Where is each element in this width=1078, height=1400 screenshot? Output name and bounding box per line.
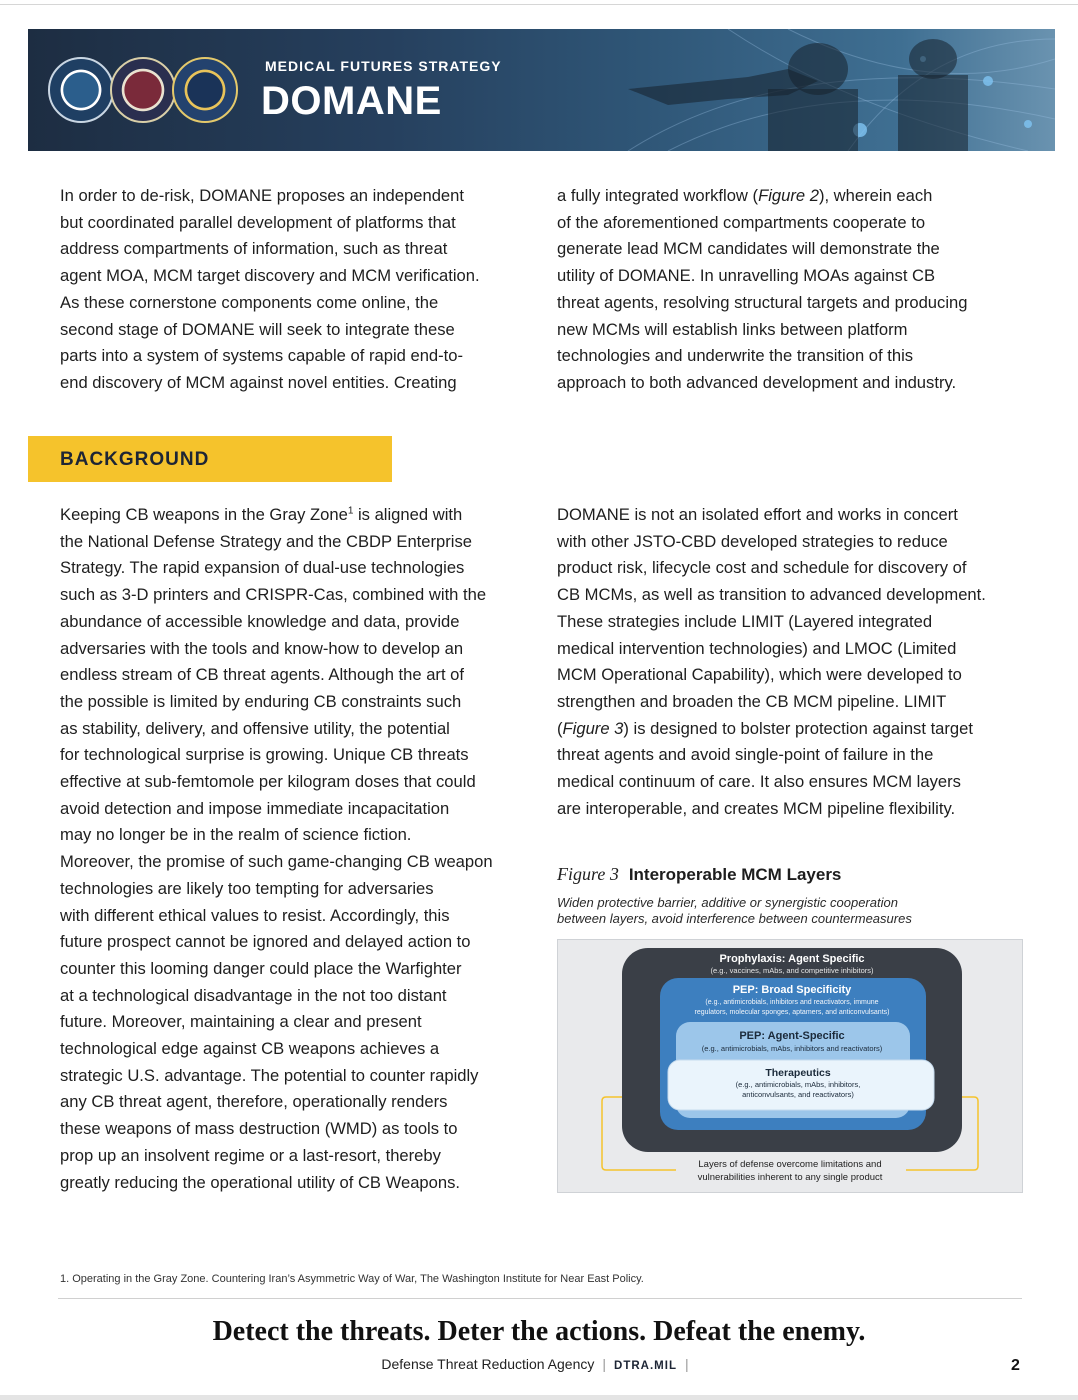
figure-heading [557,864,841,885]
layer-prophylaxis-detail: (e.g., vaccines, mAbs, and competitive inhibitors) [710,966,874,975]
text-line: These strategies include LIMIT (Layered integrated [557,611,933,631]
text-fragment: a fully integrated workflow ( [557,186,759,205]
background-right-column [557,502,1025,822]
text-fragment: ) is designed to bolster protection against target [623,718,974,738]
section-heading-bar [28,436,392,482]
text-fragment: ), wherein each [818,186,933,205]
text-line: are interoperable, and creates MCM pipeline flexibility. [557,798,956,818]
text-line: new MCMs will establish links between platform [557,319,908,339]
footnote: 1. Operating in the Gray Zone. Countering Iran’s Asymmetric Way of War, The Washington Institute for Near East Policy. [60,1273,644,1285]
text-line: address compartments of information, such as threat [60,239,448,259]
text-line: with different ethical values to resist. Accordingly, this [60,905,450,925]
layer-therapeutics-detail: (e.g., antimicrobials, mAbs, inhibitors, [735,1080,861,1089]
divider: | [602,1356,607,1372]
text-line: second stage of DOMANE will seek to integrate these [60,319,455,339]
figure-number: Figure 3 [557,864,619,884]
text-line: but coordinated parallel development of platforms that [60,212,456,232]
text-line: medical intervention technologies) and LMOC (Limited [557,638,957,658]
figure-reference: Figure 2 [758,186,819,205]
layer-prophylaxis-title: Prophylaxis: Agent Specific [719,953,865,965]
bracket-label: Layers of defense overcome limitations and [698,1159,882,1170]
figure-caption [557,895,1027,927]
text-line [557,716,1025,743]
text-line: such as 3-D printers and CRISPR-Cas, combined with the [60,585,487,605]
footnote-marker: 1 [347,505,354,517]
text-line: end discovery of MCM against novel entities. Creating [60,372,457,392]
intro-right-column [557,183,1025,397]
caption-line: between layers, avoid interference between countermeasures [557,911,912,926]
layer-pep-broad-title: PEP: Broad Specificity [732,984,852,996]
text-line: approach to both advanced development and industry. [557,372,957,392]
layer-pep-broad-detail: (e.g., antimicrobials, inhibitors and reactivators, immune [705,999,879,1006]
text-line: the National Defense Strategy and the CBDP Enterprise [60,531,473,551]
seal-icon [110,57,176,123]
text-line: CB MCMs, as well as transition to advanced development. [557,585,986,605]
text-line: strategic U.S. advantage. The potential to counter rapidly [60,1065,479,1085]
seal-icon [48,57,114,123]
text-line: adversaries with the tools and know-how to develop an [60,638,464,658]
caption-line: Widen protective barrier, additive or synergistic cooperation [557,895,898,910]
background-left-column [60,502,520,1196]
text-line: MCM Operational Capability), which were developed to [557,665,962,685]
text-line: generate lead MCM candidates will demonstrate the [557,239,940,259]
text-line: as stability, delivery, and offensive utility, the potential [60,718,450,738]
bottom-rule [0,1395,1078,1400]
top-rule [0,4,1078,5]
figure-reference: Figure 3 [562,718,624,738]
text-line: utility of DOMANE. In unravelling MOAs against CB [557,266,936,286]
text-line: threat agents, resolving structural targets and producing [557,292,968,312]
text-line: future. Moreover, maintaining a clear and present [60,1012,422,1032]
text-line: medical continuum of care. It also ensures MCM layers [557,772,961,792]
banner-title: DOMANE [261,79,442,123]
text-line: of the aforementioned compartments cooperate to [557,212,926,232]
layer-therapeutics-detail: anticonvulsants, and reactivators) [742,1090,854,1099]
text-line: any CB threat agent, therefore, operationally renders [60,1092,448,1112]
agency-name: Defense Threat Reduction Agency [381,1356,595,1372]
text-fragment: is aligned with [353,505,463,524]
intro-left-column [60,183,520,397]
text-line: may no longer be in the realm of science fiction. [60,825,412,845]
text-line: greatly reducing the operational utility of CB Weapons. [60,1172,461,1192]
text-line: technological edge against CB weapons achieves a [60,1039,440,1059]
text-line: strengthen and broaden the CB MCM pipeline. LIMIT [557,691,947,711]
header-banner [28,29,1055,151]
banner-kicker: MEDICAL FUTURES STRATEGY [265,58,502,74]
text-line: Strategy. The rapid expansion of dual-use technologies [60,558,465,578]
text-line: technologies and underwrite the transition of this [557,346,914,366]
text-line: counter this looming danger could place the Warfighter [60,958,462,978]
text-line [60,502,520,529]
text-line: Moreover, the promise of such game-changing CB weapon [60,852,493,872]
footer-agency-row [0,1356,1078,1372]
text-fragment: Keeping CB weapons in the Gray Zone [60,505,348,524]
layer-pep-broad-detail: regulators, molecular sponges, aptamers, and anticonvulsants) [694,1009,890,1016]
text-line: As these cornerstone components come online, the [60,292,439,312]
agency-website-link[interactable]: DTRA.MIL [614,1360,677,1372]
text-line: endless stream of CB threat agents. Although the art of [60,665,465,685]
text-line: agent MOA, MCM target discovery and MCM verification. [60,266,480,286]
layer-pep-agent-detail: (e.g., antimicrobials, mAbs, inhibitors and reactivators) [701,1044,883,1053]
text-line: prop up an insolvent regime or a last-resort, thereby [60,1145,441,1165]
text-line: abundance of accessible knowledge and data, provide [60,611,460,631]
text-line: the possible is limited by enduring CB constraints such [60,691,462,711]
footer-rule [58,1298,1022,1299]
text-line: these weapons of mass destruction (WMD) as tools to [60,1119,458,1139]
section-heading: BACKGROUND [60,449,210,470]
text-line [557,183,1025,210]
text-line: product risk, lifecycle cost and schedule for discovery of [557,558,967,578]
divider: | [684,1356,689,1372]
figure-panel [557,939,1023,1193]
text-line: parts into a system of systems capable of rapid end-to- [60,346,464,366]
seal-icon [172,57,238,123]
text-line: avoid detection and impose immediate incapacitation [60,798,450,818]
text-line: for technological surprise is growing. Unique CB threats [60,745,469,765]
layer-therapeutics-title: Therapeutics [765,1067,831,1079]
mcm-layers-diagram [558,940,1024,1194]
page-number: 2 [1011,1357,1020,1374]
text-line: future prospect cannot be ignored and delayed action to [60,932,471,952]
text-line: effective at sub-femtomole per kilogram doses that could [60,772,476,792]
bracket-label: vulnerabilities inherent to any single product [697,1172,883,1183]
text-line: DOMANE is not an isolated effort and works in concert [557,505,958,524]
text-line: In order to de-risk, DOMANE proposes an independent [60,186,464,205]
text-line: with other JSTO-CBD developed strategies to reduce [557,531,948,551]
layer-pep-agent-title: PEP: Agent-Specific [739,1030,845,1042]
text-fragment: ( [557,718,563,738]
figure-title: Interoperable MCM Layers [628,865,842,884]
text-line: at a technological disadvantage in the not too distant [60,985,447,1005]
text-line: threat agents and avoid single-point of failure in the [557,745,934,765]
text-line: technologies are likely too tempting for adversaries [60,878,434,898]
footer-tagline: Detect the threats. Deter the actions. Defeat the enemy. [212,1316,866,1347]
